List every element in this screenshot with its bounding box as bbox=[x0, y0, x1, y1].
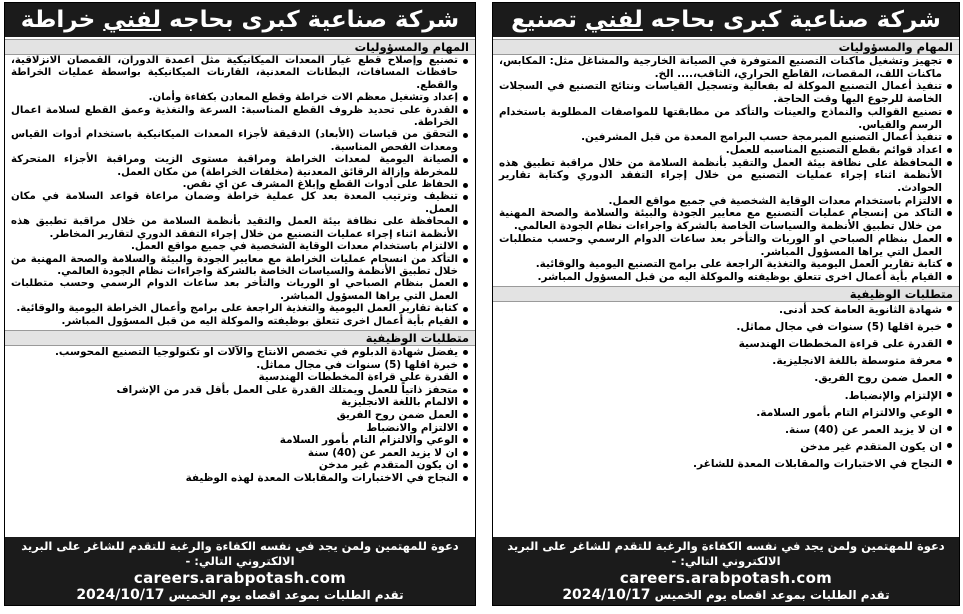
application-deadline: تقدم الطلبات بموعد اقصاه يوم الخميس 2024/10/17 bbox=[76, 587, 404, 603]
list-item: الوعي والالتزام التام بأمور السلامة bbox=[11, 434, 469, 447]
list-item: كتابة تقارير العمل اليومية والتغذية الراجعة على برامج وأعمال الخراطة اليومية والوقائية. bbox=[11, 303, 469, 315]
job-ad-lathe-technician bbox=[4, 2, 476, 606]
list-item: القيام بأية أعمال اخرى تتعلق بوظيفته والموكلة اليه من قبل المسؤول المباشر. bbox=[11, 316, 469, 328]
list-item: الإلتزام والإنضباط. bbox=[499, 388, 953, 405]
job-ad-manufacturing-technician bbox=[492, 2, 960, 606]
ad-footer bbox=[493, 537, 959, 605]
list-item: التاكد من إنسجام عمليات التصنيع مع معايير الجودة والبيئة والسلامة والصحة المهنية من خلال تطبيق الأنظمة والسياسات الخاصة بالشركة واجراءات نظام الجودة العالمي. bbox=[499, 207, 953, 232]
list-item: الالتزام والانضباط bbox=[11, 422, 469, 435]
list-item: الوعي والالتزام التام بأمور السلامة. bbox=[499, 405, 953, 422]
duties-list bbox=[5, 55, 475, 328]
list-item: النجاح في الاختبارات والمقابلات المعدة للشاغر. bbox=[499, 456, 953, 473]
list-item: تنفيذ أعمال التصنيع الموكلة له بفعالية وتسجيل القياسات ونتائج التصنيع في السجلات الخاصة للرجوع اليها وقت الحاجة. bbox=[499, 80, 953, 105]
list-item: المحافظة على نظافة بيئة العمل والتقيد بأنظمة السلامة من خلال مراقبة تطبيق هذه الأنظمة اثناء إجراء عمليات التصنيع من خلال إجراء التفقد الدوري لتقارير المخاطر. bbox=[11, 216, 469, 241]
requirements-title: متطلبات الوظيفية bbox=[5, 330, 475, 346]
duties-title: المهام والمسؤوليات bbox=[5, 39, 475, 55]
list-item: العمل ضمن روح الفريق bbox=[11, 409, 469, 422]
list-item: كتابة تقارير العمل اليومية والتغذية الراجعة على برامج التصنيع اليومية والوقائية. bbox=[499, 258, 953, 271]
list-item: الالتزام باستخدام معدات الوقاية الشخصية في جميع مواقع العمل. bbox=[11, 241, 469, 253]
list-item: القدرة على قراءة المخططات الهندسية bbox=[11, 371, 469, 384]
list-item: التأكد من انسجام عمليات الخراطة مع معايير الجودة والبيئة والسلامة والصحة المهنية من خلال تطبيق الأنظمة والسياسات الخاصة بالشركة واجراءات نظام الجودة العالمي. bbox=[11, 254, 469, 279]
list-item: التحقق من قياسات (الأبعاد) الدقيقة لأجزاء المعدات الميكانيكية باستخدام أدوات القياس ومعدات الفحص المناسبة. bbox=[11, 129, 469, 154]
list-item: تجهيز وتشغيل ماكنات التصنيع المتوفرة في الصيانة الخارجية والمشاغل مثل: المكابس، ماكنات اللف، المقصات، القاطع الحراري، الثاقب،.... الخ. bbox=[499, 55, 953, 80]
list-item: معرفة متوسطة باللغة الانجليزية. bbox=[499, 353, 953, 370]
list-item: متحفز ذاتياً للعمل ويمتلك القدرة على العمل بأقل قدر من الإشراف bbox=[11, 384, 469, 397]
list-item: النجاح في الاختبارات والمقابلات المعدة لهذه الوظيفة bbox=[11, 472, 469, 485]
list-item: خبرة اقلها (5) سنوات في مجال مماثل. bbox=[11, 359, 469, 372]
requirements-title: متطلبات الوظيفية bbox=[493, 286, 959, 302]
list-item: شهادة الثانوية العامة كحد أدنى. bbox=[499, 302, 953, 319]
list-item: خبرة اقلها (5) سنوات في مجال مماثل. bbox=[499, 319, 953, 336]
deadline-date: 2024/10/17 bbox=[76, 587, 165, 603]
careers-link[interactable]: careers.arabpotash.com bbox=[133, 569, 347, 587]
list-item: القيام بأية أعمال اخرى تتعلق بوظيفته والموكلة اليه من قبل المسؤول المباشر. bbox=[499, 271, 953, 284]
list-item: تصنيع القوالب والنماذج والعينات والتأكد من مطابقتها للمواصفات المطلوبة باستخدام الرسم والقياس. bbox=[499, 106, 953, 131]
deadline-date: 2024/10/17 bbox=[562, 587, 651, 603]
application-deadline: تقدم الطلبات بموعد اقصاه يوم الخميس 2024/10/17 bbox=[562, 587, 890, 603]
list-item: تنظيف وترتيب المعدة بعد كل عملية خراطة وضمان مراعاة قواعد السلامة في مكان العمل. bbox=[11, 191, 469, 216]
list-item: المحافظة على نظافة بيئة العمل والتقيد بأنظمة السلامة من خلال مراقبة تطبيق هذه الأنظمة اثناء إجراء عمليات التصنيع من خلال إجراء التفقد الدوري وكتابة تقارير الحوادث. bbox=[499, 157, 953, 195]
list-item: تصنيع وإصلاح قطع غيار المعدات الميكانيكية مثل اعمدة الدوران، القمصان الانزلاقية، حافظات المسافات، البطانات المعدنية، القارنات الميكانيكية بواسطة عمليات الخراطة والقطع. bbox=[11, 55, 469, 92]
list-item: ان لا يزيد العمر عن (40) سنة. bbox=[499, 422, 953, 439]
requirements-list bbox=[493, 302, 959, 474]
duties-list bbox=[493, 55, 959, 284]
ad-footer bbox=[5, 537, 475, 605]
application-invite: دعوة للمهتمين ولمن يجد في نفسه الكفاءة والرغبة للتقدم للشاغر على البريد الالكتروني التالي: - bbox=[507, 539, 945, 568]
list-item: اعداد قوائم بقطع التصنيع المناسبه للعمل. bbox=[499, 144, 953, 157]
list-item: العمل ضمن روح الفريق. bbox=[499, 370, 953, 387]
list-item: ان لا يزيد العمر عن (40) سنة bbox=[11, 447, 469, 460]
list-item: الالمام باللغة الانجليزية bbox=[11, 396, 469, 409]
requirements-list bbox=[5, 346, 475, 485]
list-item: ان يكون المتقدم غير مدخن bbox=[499, 439, 953, 456]
list-item: الصيانة اليومية لمعدات الخراطة ومراقبة مستوى الزيت ومراقبة الأجزاء المتحركة للمخرطة وإزالة الرقائق المعدنية (مخلفات الخراطة) من مكان العمل. bbox=[11, 154, 469, 179]
careers-link[interactable]: careers.arabpotash.com bbox=[619, 569, 833, 587]
ad-headline: شركة صناعية كبرى بحاجه لفني تصنيع bbox=[493, 3, 959, 37]
list-item: القدرة على تحديد ظروف القطع المناسبة: السرعة والتغذية وعمق القطع لسلامة اعمال الخراطة. bbox=[11, 105, 469, 130]
duties-title: المهام والمسؤوليات bbox=[493, 39, 959, 55]
list-item: الالتزام باستخدام معدات الوقاية الشخصية في جميع مواقع العمل. bbox=[499, 195, 953, 208]
ad-headline: شركة صناعية كبرى بحاجه لفني خراطة bbox=[5, 3, 475, 37]
list-item: العمل بنظام الصباحي او الوريات والتأخر بعد ساعات الدوام الرسمي وحسب متطلبات العمل التي يراها المسؤول المباشر. bbox=[499, 233, 953, 258]
list-item: تنفيذ أعمال التصنيع المبرمجة حسب البرامج المعدة من قبل المشرفين. bbox=[499, 131, 953, 144]
list-item: ان يكون المتقدم غير مدخن bbox=[11, 459, 469, 472]
list-item: يفضل شهادة الدبلوم في تخصص الانتاج والآلات او تكنولوجيا التصنيع المحوسب. bbox=[11, 346, 469, 359]
list-item: إعداد وتشغيل معظم الات خراطة وقطع المعادن بكفاءة وأمان. bbox=[11, 92, 469, 104]
list-item: الحفاظ على أدوات القطع وإبلاغ المشرف عن اي نقص. bbox=[11, 179, 469, 191]
list-item: القدرة على قراءة المخططات الهندسية bbox=[499, 336, 953, 353]
application-invite: دعوة للمهتمين ولمن يجد في نفسه الكفاءة والرغبة للتقدم للشاغر على البريد الالكتروني التالي: - bbox=[21, 539, 459, 568]
list-item: العمل بنظام الصباحي او الوريات والتأخر بعد ساعات الدوام الرسمي وحسب متطلبات العمل التي يراها المسؤول المباشر. bbox=[11, 278, 469, 303]
